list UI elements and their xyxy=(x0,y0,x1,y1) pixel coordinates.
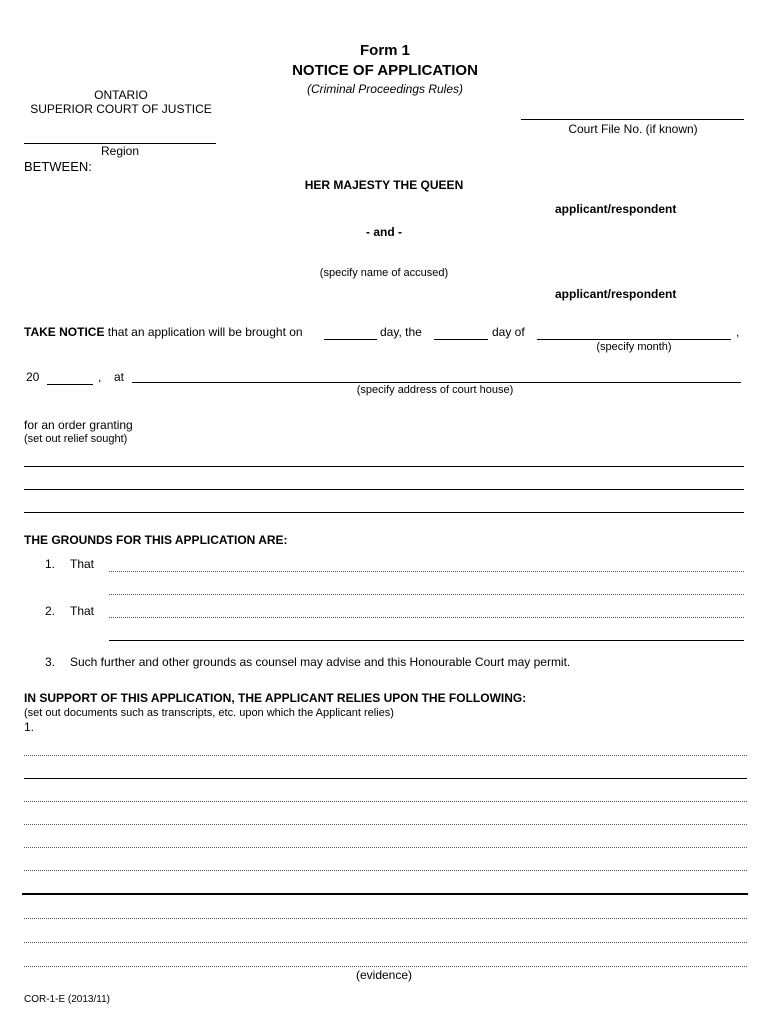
ground-2-line-2[interactable] xyxy=(109,640,744,641)
take-notice-text: that an application will be brought on xyxy=(107,325,303,339)
ground-2-text: That xyxy=(70,604,95,618)
day-of-label: day of xyxy=(492,325,525,339)
day-ordinal-field[interactable] xyxy=(434,339,488,340)
court-file-label: Court File No. (if known) xyxy=(568,122,698,136)
support-line-8[interactable] xyxy=(24,942,747,943)
month-hint: (specify month) xyxy=(596,341,672,353)
evidence-label: (evidence) xyxy=(355,968,413,982)
ground-3-number: 3. xyxy=(45,655,56,669)
party-role-2: applicant/respondent xyxy=(555,287,677,301)
ground-1-text: That xyxy=(70,557,95,571)
day-the-label: day, the xyxy=(380,325,422,339)
relief-line-1[interactable] xyxy=(24,466,744,467)
grounds-heading: THE GROUNDS FOR THIS APPLICATION ARE: xyxy=(24,533,288,547)
and-separator: - and - xyxy=(366,225,402,239)
support-line-3[interactable] xyxy=(24,801,747,802)
ground-3-text: Such further and other grounds as counsel may advise and this Honourable Court may permit. xyxy=(70,655,571,669)
court-file-number-field[interactable] xyxy=(521,119,744,120)
take-notice-label: TAKE NOTICE xyxy=(24,325,105,339)
ground-1-number: 1. xyxy=(45,557,56,571)
address-hint: (specify address of court house) xyxy=(356,384,514,396)
relief-line-2[interactable] xyxy=(24,489,744,490)
support-item-1-number: 1. xyxy=(24,720,35,734)
accused-name-hint: (specify name of accused) xyxy=(319,267,449,279)
party-role-1: applicant/respondent xyxy=(555,202,677,216)
support-line-5[interactable] xyxy=(24,847,747,848)
ground-1-line-1[interactable] xyxy=(109,571,744,572)
support-line-1[interactable] xyxy=(24,755,747,756)
province-label: ONTARIO xyxy=(94,88,148,102)
region-label: Region xyxy=(100,144,140,158)
relief-line-3[interactable] xyxy=(24,512,744,513)
ground-2-line-1[interactable] xyxy=(109,617,744,618)
form-number: Form 1 xyxy=(359,42,411,59)
support-heading: IN SUPPORT OF THIS APPLICATION, THE APPLICANT RELIES UPON THE FOLLOWING: xyxy=(24,691,527,705)
month-field[interactable] xyxy=(537,339,731,340)
support-line-9[interactable] xyxy=(24,966,747,967)
court-address-field[interactable] xyxy=(132,382,741,383)
crown-party: HER MAJESTY THE QUEEN xyxy=(304,178,464,192)
form-title: NOTICE OF APPLICATION xyxy=(292,62,478,79)
take-notice-line xyxy=(24,325,303,339)
support-line-6[interactable] xyxy=(24,870,747,871)
day-number-field[interactable] xyxy=(324,339,377,340)
support-divider xyxy=(22,893,748,895)
court-label: SUPERIOR COURT OF JUSTICE xyxy=(30,102,212,116)
month-comma: , xyxy=(736,325,740,339)
ground-1-line-2[interactable] xyxy=(109,594,744,595)
support-hint: (set out documents such as transcripts, etc. upon which the Applicant relies) xyxy=(24,707,394,719)
form-code: COR-1-E (2013/11) xyxy=(24,994,110,1005)
year-field[interactable] xyxy=(47,384,93,385)
support-line-2[interactable] xyxy=(24,778,747,779)
order-granting-label: for an order granting xyxy=(24,418,133,432)
relief-hint: (set out relief sought) xyxy=(24,433,128,445)
year-comma: , xyxy=(98,370,102,384)
support-line-7[interactable] xyxy=(24,918,747,919)
year-prefix: 20 xyxy=(26,370,40,384)
at-label: at xyxy=(114,370,125,384)
rules-subtitle: (Criminal Proceedings Rules) xyxy=(306,82,464,96)
between-label: BETWEEN: xyxy=(24,159,92,174)
support-line-4[interactable] xyxy=(24,824,747,825)
ground-2-number: 2. xyxy=(45,604,56,618)
